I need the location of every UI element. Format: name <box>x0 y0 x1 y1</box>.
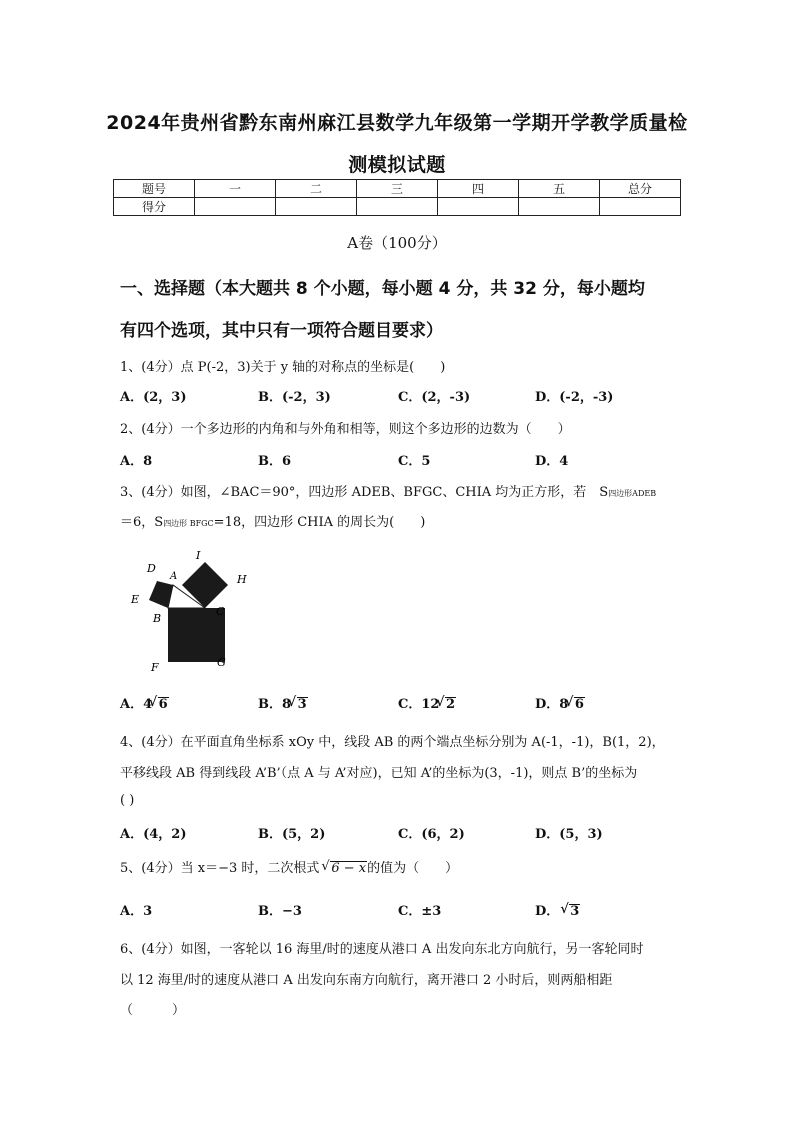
score-cell: 总分 <box>600 180 681 198</box>
q4-option-b[interactable]: B．(5，2) <box>258 827 326 842</box>
q2-stem: 2、(4分）一个多边形的内角和与外角和相等，则这个多边形的边数为（ ） <box>120 422 571 437</box>
sqrt-radicand: √ 3 <box>297 697 308 711</box>
score-input-cell[interactable] <box>357 198 438 216</box>
q3-option-a[interactable] <box>120 693 169 712</box>
sqrt-radicand: √ 6 − x <box>330 861 367 875</box>
q3-stem-text: ＝6，S <box>120 515 164 530</box>
q3-subscript-adeb: 四边形ADEB <box>608 489 657 498</box>
q6-stem-line2: 以 12 海里/时的速度从港口 A 出发向东南方向航行，离开港口 2 小时后，则两船相距 <box>120 973 613 988</box>
q5-stem <box>120 857 700 876</box>
score-input-cell[interactable] <box>276 198 357 216</box>
score-cell: 三 <box>357 180 438 198</box>
part1-heading-line1: 一、选择题（本大题共 8 个小题，每小题 4 分，共 32 分，每小题均 <box>120 279 645 299</box>
q5-stem-text: 5、(4分）当 x＝−3 时，二次根式 <box>120 861 320 876</box>
exam-title-line1: 2024年贵州省黔东南州麻江县数学九年级第一学期开学教学质量检 <box>106 112 688 134</box>
q3-stem-line1 <box>120 481 700 500</box>
fig-label-a: A <box>170 571 178 582</box>
q3-subscript-bfgc: 四边形 BFGC <box>163 519 214 528</box>
q2-option-b[interactable]: B．6 <box>258 454 292 469</box>
q5-option-c[interactable]: C．±3 <box>398 904 442 919</box>
q3-option-b[interactable] <box>258 693 308 712</box>
fig-label-i: I <box>196 549 201 562</box>
q5-option-d[interactable] <box>535 900 580 919</box>
score-cell: 四 <box>438 180 519 198</box>
sqrt-radicand: √ 6 <box>158 697 169 711</box>
q1-option-d[interactable]: D．(-2，-3) <box>535 390 614 405</box>
score-input-cell[interactable] <box>438 198 519 216</box>
score-cell: 题号 <box>114 180 195 198</box>
sqrt-radicand: √ 2 <box>445 697 456 711</box>
fig-label-h: H <box>237 573 247 586</box>
q4-option-a[interactable]: A．(4，2) <box>120 827 187 842</box>
section-a-heading: A卷（100分） <box>347 234 447 252</box>
option-text: D． <box>535 904 560 919</box>
sqrt-radicand: √ 6 <box>574 697 585 711</box>
score-table <box>113 179 681 216</box>
q3-squares-figure <box>125 545 265 680</box>
part1-heading-line2: 有四个选项，其中只有一项符合题目要求） <box>120 321 443 341</box>
score-input-cell[interactable] <box>600 198 681 216</box>
q1-option-b[interactable]: B．(-2，3) <box>258 390 331 405</box>
q3-option-c[interactable] <box>398 693 456 712</box>
q4-stem-line3: ( ) <box>120 793 135 808</box>
q1-stem: 1、(4分）点 P(-2，3)关于 y 轴的对称点的坐标是( ) <box>120 360 446 375</box>
q1-option-c[interactable]: C．(2，-3) <box>398 390 471 405</box>
score-table-header-row <box>114 180 681 198</box>
score-cell: 二 <box>276 180 357 198</box>
q2-option-d[interactable]: D．4 <box>535 454 569 469</box>
score-cell: 一 <box>195 180 276 198</box>
q4-stem-line2: 平移线段 AB 得到线段 A’B’（点 A 与 A’对应)，已知 A’的坐标为(3，-1)，则点 B’的坐标为 <box>120 766 638 781</box>
q6-stem-line1: 6、(4分）如图，一客轮以 16 海里/时的速度从港口 A 出发向东北方向航行，另一客轮同时 <box>120 942 644 957</box>
fig-label-b: B <box>153 612 162 625</box>
score-input-cell[interactable] <box>519 198 600 216</box>
score-row-label: 得分 <box>114 198 195 216</box>
q3-option-d[interactable] <box>535 693 585 712</box>
q4-option-c[interactable]: C．(6，2) <box>398 827 465 842</box>
fig-label-g: G <box>217 656 226 669</box>
option-text: A．4 <box>120 697 153 712</box>
score-table-score-row <box>114 198 681 216</box>
option-text: D．8 <box>535 697 569 712</box>
q1-option-a[interactable]: A．(2，3) <box>120 390 187 405</box>
q4-option-d[interactable]: D．(5，3) <box>535 827 603 842</box>
q3-stem-line2 <box>120 511 700 530</box>
q6-stem-line3: （ ） <box>120 1003 186 1018</box>
q5-stem-text: 的值为（ ） <box>367 861 459 876</box>
q4-stem-line1: 4、(4分）在平面直角坐标系 xOy 中，线段 AB 的两个端点坐标分别为 A(-1，-1)，B(1，2)， <box>120 735 665 750</box>
score-cell: 五 <box>519 180 600 198</box>
score-input-cell[interactable] <box>195 198 276 216</box>
q5-option-a[interactable]: A．3 <box>120 904 153 919</box>
option-text: C．12 <box>398 697 440 712</box>
q2-option-a[interactable]: A．8 <box>120 454 153 469</box>
fig-label-e: E <box>131 593 140 606</box>
fig-label-c: C <box>216 605 225 618</box>
sqrt-radicand: √ 3 <box>569 904 580 918</box>
fig-label-f: F <box>151 661 159 674</box>
q2-option-c[interactable]: C．5 <box>398 454 431 469</box>
q3-stem-text: =18，四边形 CHIA 的周长为( ) <box>213 515 426 530</box>
exam-title-line2: 测模拟试题 <box>348 154 446 176</box>
option-text: B．8 <box>258 697 292 712</box>
fig-label-d: D <box>147 562 156 575</box>
q3-stem-text: 3、(4分）如图，∠BAC＝90°，四边形 ADEB、BFGC、CHIA 均为正方形，若 S <box>120 485 609 500</box>
q5-option-b[interactable]: B．−3 <box>258 904 302 919</box>
